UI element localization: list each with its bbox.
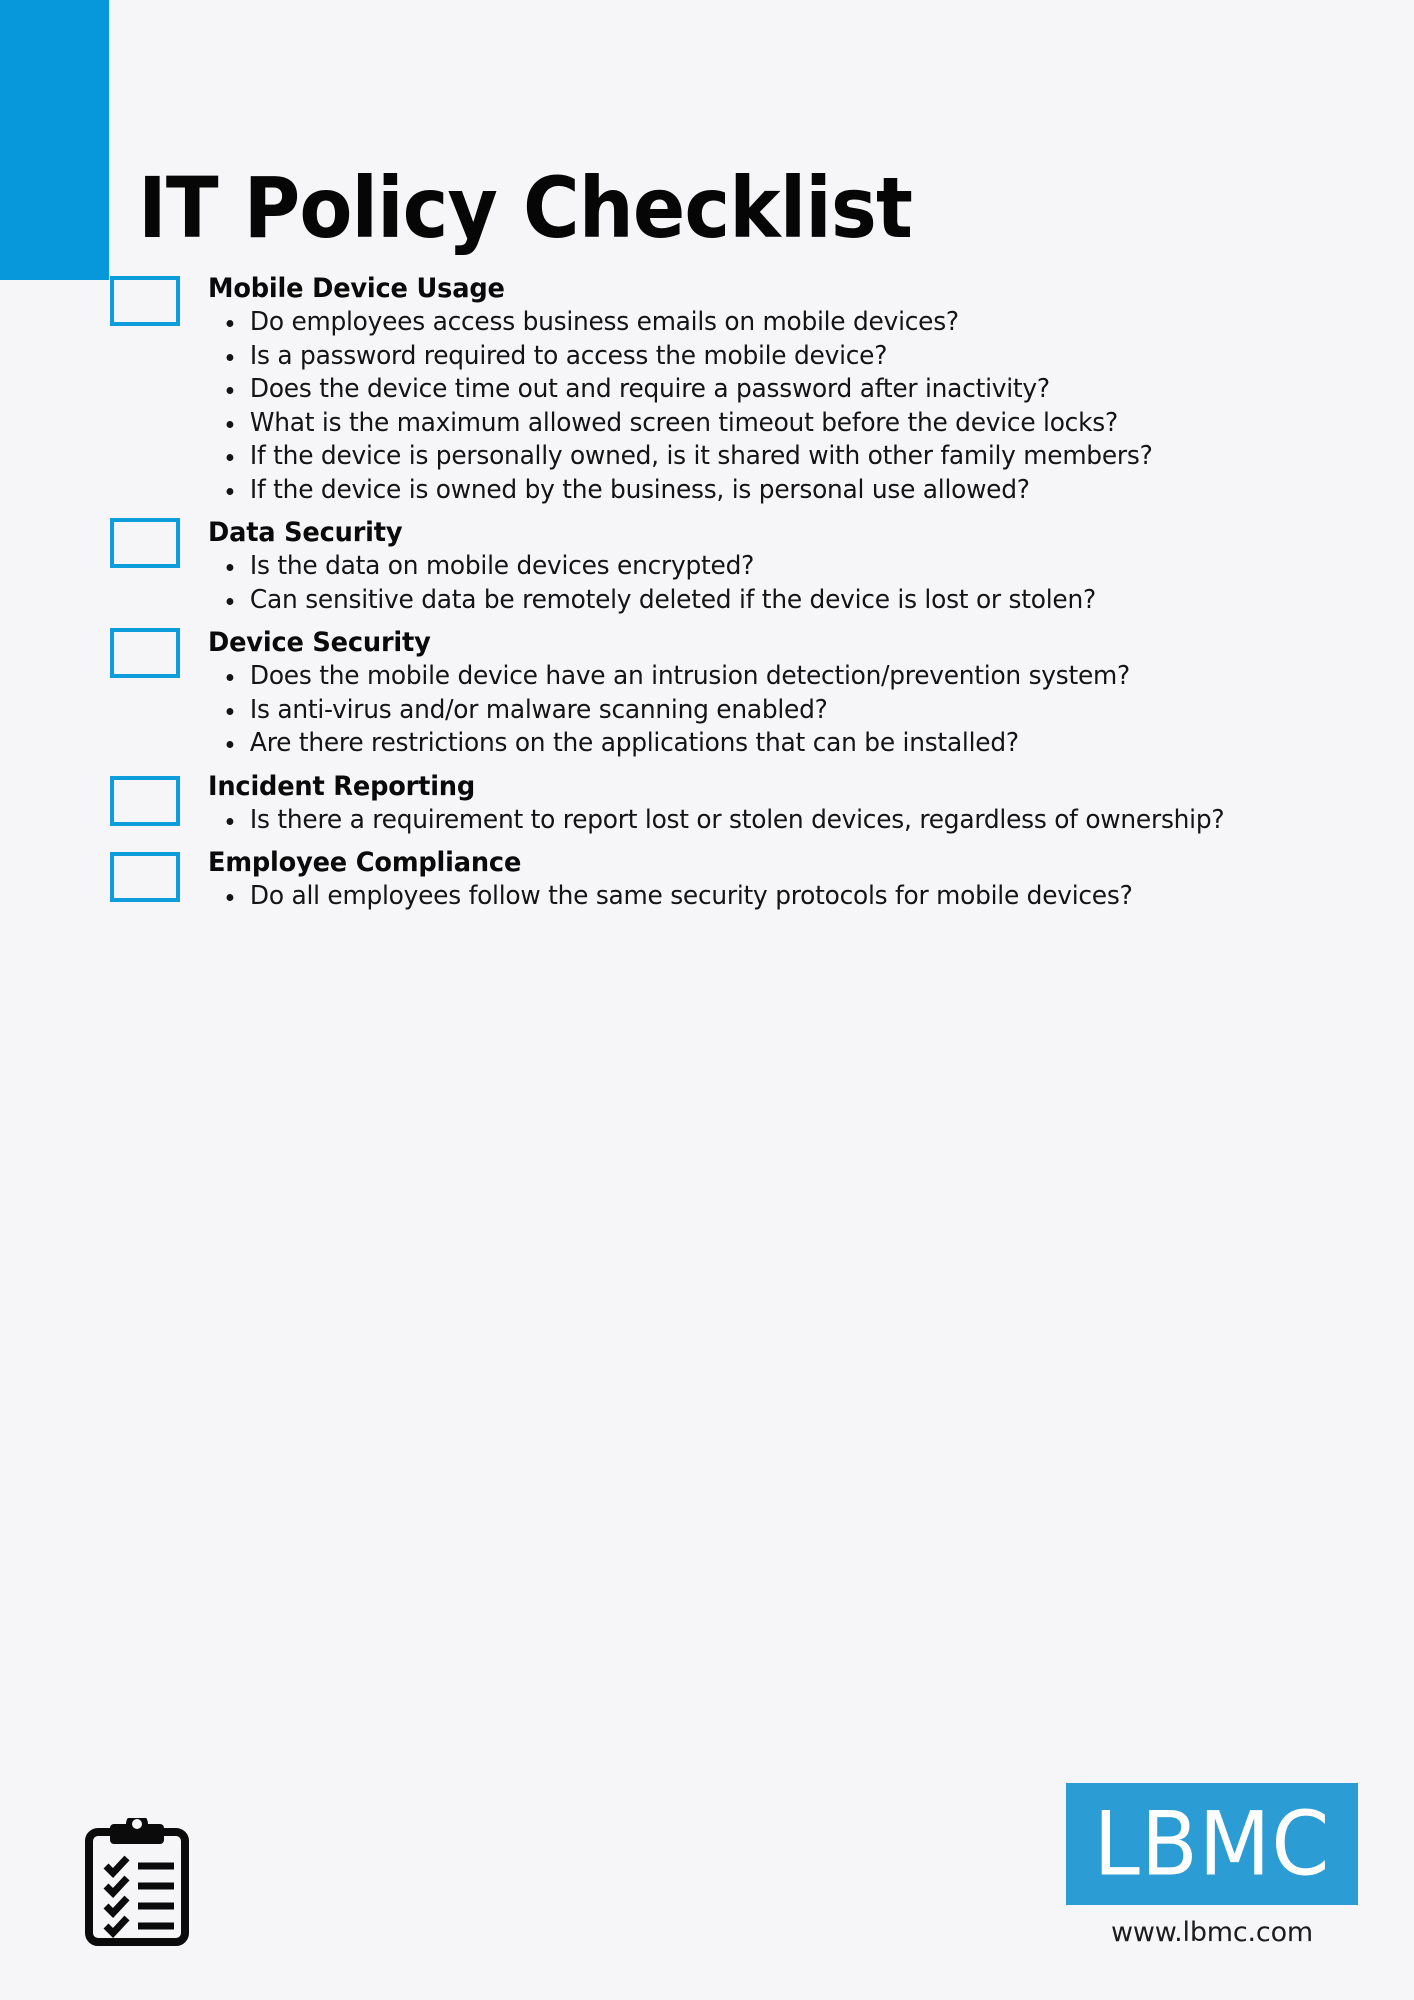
section-heading: Device Security (208, 627, 431, 658)
section-row (0, 770, 1414, 838)
lbmc-logo-box (1066, 1783, 1358, 1905)
section-body (208, 516, 1414, 617)
clipboard-checklist-icon (82, 1818, 192, 1946)
lbmc-logo-text: LBMC (1093, 1792, 1331, 1896)
question-list (208, 306, 1274, 507)
page-header (0, 0, 1414, 280)
list-item: Is a password required to access the mobile device? (208, 340, 1247, 374)
checkbox-data-security[interactable] (110, 518, 180, 568)
section-heading: Employee Compliance (208, 847, 522, 878)
checklist-section-incident-reporting (0, 770, 1414, 838)
checkbox-employee-compliance[interactable] (110, 852, 180, 902)
list-item: Is the data on mobile devices encrypted? (208, 550, 1247, 584)
page-title: IT Policy Checklist (138, 159, 912, 258)
section-row (0, 626, 1414, 761)
lbmc-logo-block (1066, 1783, 1358, 1948)
section-row (0, 846, 1414, 914)
list-item: Is there a requirement to report lost or stolen devices, regardless of ownership? (208, 804, 1247, 838)
list-item: Do employees access business emails on mobile devices? (208, 306, 1247, 340)
section-row (0, 516, 1414, 617)
section-body (208, 272, 1414, 507)
checkbox-device-security[interactable] (110, 628, 180, 678)
list-item: If the device is owned by the business, is personal use allowed? (208, 474, 1247, 508)
list-item: What is the maximum allowed screen timeout before the device locks? (208, 407, 1247, 441)
checklist (0, 272, 1414, 914)
checkbox-mobile-device-usage[interactable] (110, 276, 180, 326)
section-body (208, 846, 1414, 914)
question-list (208, 550, 1274, 617)
checklist-section-employee-compliance (0, 846, 1414, 914)
website-url: www.lbmc.com (1111, 1917, 1313, 1948)
section-body (208, 770, 1414, 838)
checklist-section-mobile-device-usage (0, 272, 1414, 507)
page-footer (0, 1780, 1414, 2000)
checklist-section-data-security (0, 516, 1414, 617)
checkbox-incident-reporting[interactable] (110, 776, 180, 826)
section-heading: Incident Reporting (208, 770, 476, 802)
list-item: Is anti-virus and/or malware scanning enabled? (208, 694, 1247, 728)
section-body (208, 626, 1414, 761)
list-item: Are there restrictions on the applications that can be installed? (208, 727, 1247, 761)
question-list (208, 804, 1274, 838)
question-list (208, 880, 1274, 914)
section-row (0, 272, 1414, 507)
list-item: If the device is personally owned, is it shared with other family members? (208, 440, 1247, 474)
list-item: Does the mobile device have an intrusion detection/prevention system? (208, 660, 1247, 694)
question-list (208, 660, 1274, 761)
list-item: Do all employees follow the same security protocols for mobile devices? (208, 880, 1247, 914)
list-item: Can sensitive data be remotely deleted if the device is lost or stolen? (208, 584, 1247, 618)
section-heading: Data Security (208, 517, 403, 548)
list-item: Does the device time out and require a password after inactivity? (208, 373, 1247, 407)
checklist-section-device-security (0, 626, 1414, 761)
section-heading: Mobile Device Usage (208, 273, 505, 304)
accent-bar (0, 0, 109, 280)
